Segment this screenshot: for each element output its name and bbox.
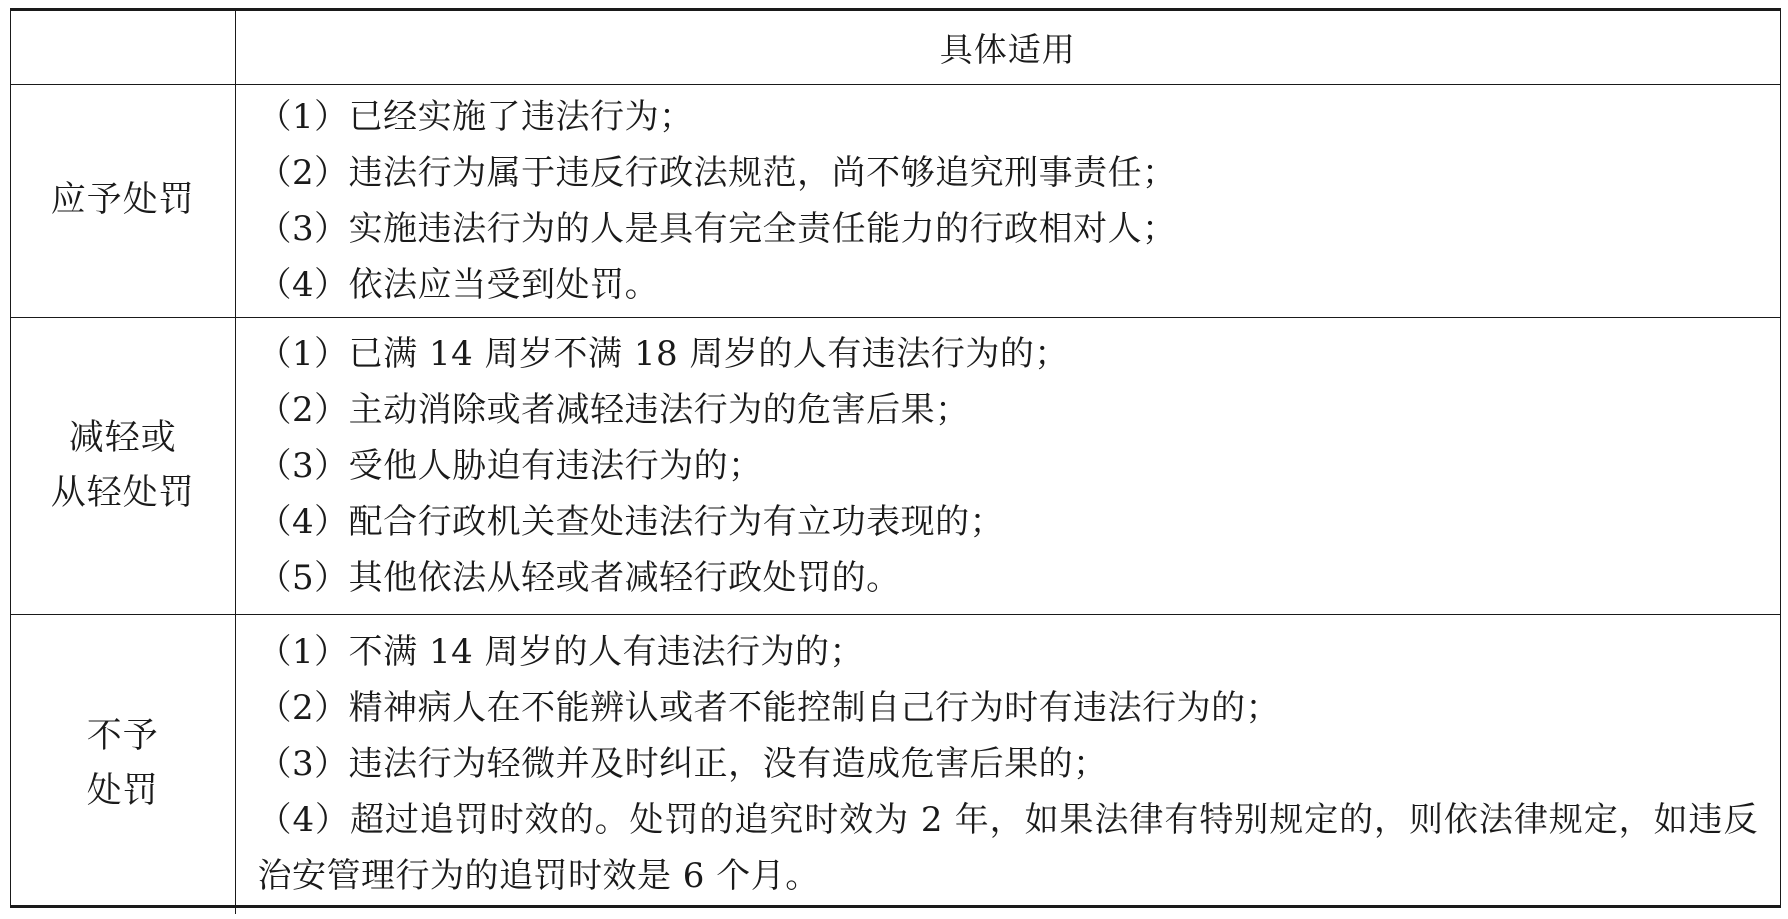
category-cell (11, 317, 235, 614)
table-row-exempt (11, 614, 1780, 914)
list-item: （2）主动消除或者减轻违法行为的危害后果； (257, 389, 970, 430)
category-label-line-1: 不予 (86, 716, 159, 757)
category-cell (11, 84, 235, 317)
list-item: （1）不满 14 周岁的人有违法行为的； (257, 632, 865, 673)
list-item: （2）精神病人在不能辨认或者不能控制自己行为时有违法行为的； (257, 688, 1281, 729)
list-item: （4）超过追罚时效的。处罚的追究时效为 2 年，如果法律有特别规定的，则依法律规定，如违反治安管理行为的追罚时效是 6 个月。 (257, 800, 1758, 897)
category-label-line-2: 处罚 (86, 771, 159, 812)
items-cell (235, 84, 1780, 317)
list-item: （3）受他人胁迫有违法行为的； (257, 445, 763, 486)
header-empty-cell (11, 11, 235, 84)
header-application-cell: 具体适用 (235, 11, 1780, 84)
category-label-line-2: 从轻处罚 (50, 472, 195, 513)
list-item: （1）已满 14 周岁不满 18 周岁的人有违法行为的； (257, 333, 1069, 374)
category-cell (11, 614, 235, 914)
items-cell (235, 317, 1780, 614)
header-row (11, 11, 1780, 84)
list-item: （3）违法行为轻微并及时纠正，没有造成危害后果的； (257, 744, 1108, 785)
table-row-mitigate (11, 317, 1780, 614)
list-item: （5）其他依法从轻或者减轻行政处罚的。 (257, 557, 901, 598)
items-cell (235, 614, 1780, 914)
penalty-table-grid (11, 11, 1780, 914)
table-row-punish (11, 84, 1780, 317)
list-item: （1）已经实施了违法行为； (257, 96, 694, 137)
category-label-line-1: 减轻或 (68, 417, 177, 458)
category-label: 应予处罚 (50, 180, 195, 220)
penalty-table (10, 8, 1781, 908)
list-item: （2）违法行为属于违反行政法规范，尚不够追究刑事责任； (257, 152, 1177, 193)
list-item: （4）配合行政机关查处违法行为有立功表现的； (257, 501, 1005, 542)
list-item: （3）实施违法行为的人是具有完全责任能力的行政相对人； (257, 208, 1177, 249)
list-item: （4）依法应当受到处罚。 (257, 264, 660, 305)
